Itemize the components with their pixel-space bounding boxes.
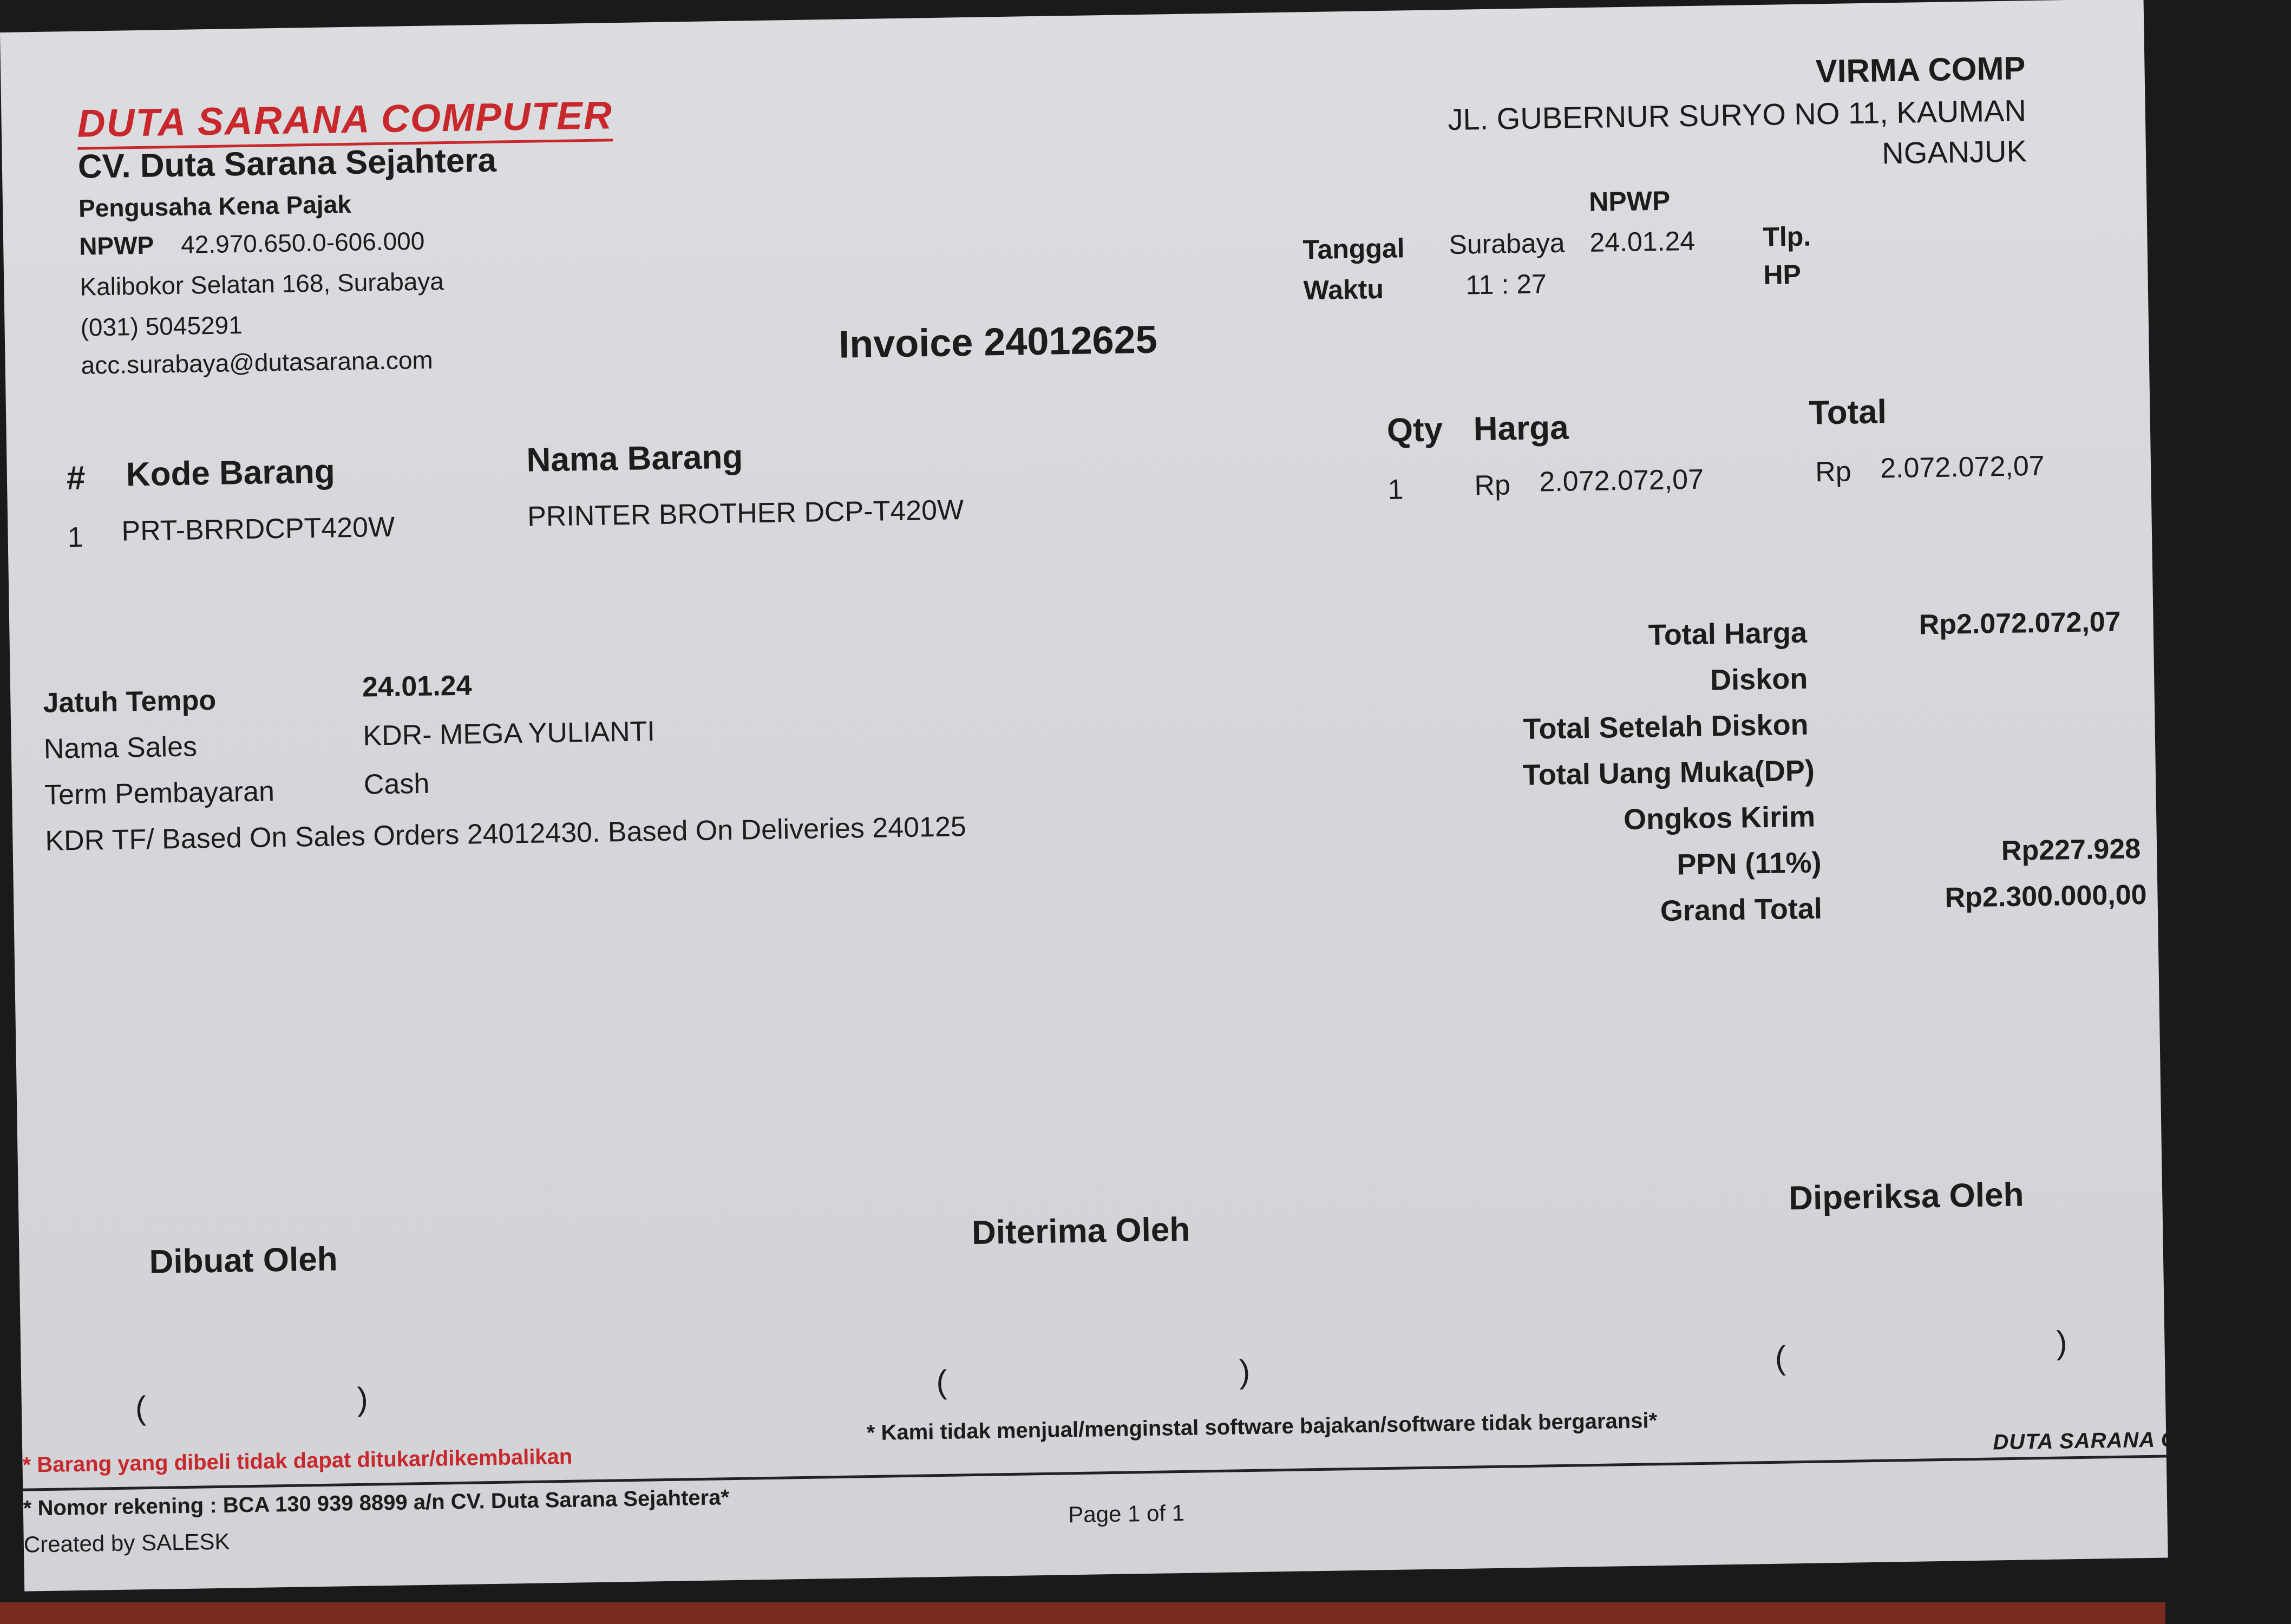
signature-dibuat-open: ( <box>135 1390 147 1426</box>
note-no-return: * Barang yang dibeli tidak dapat ditukar/dikembalikan <box>22 1444 573 1477</box>
ppn-label: PPN (11%) <box>1676 846 1822 881</box>
waktu-value: 11 : 27 <box>1465 269 1547 300</box>
col-header-total: Total <box>1808 393 1887 432</box>
total-harga-value: Rp2.072.072,07 <box>1919 606 2122 641</box>
total-harga-label: Total Harga <box>1648 616 1808 652</box>
row-price-currency: Rp <box>1474 469 1511 502</box>
row-code: PRT-BRRDCPT420W <box>121 511 395 547</box>
footer-page-number: Page 1 of 1 <box>1068 1499 1185 1528</box>
tanggal-city: Surabaya <box>1449 227 1565 260</box>
note-bank-account: * Nomor rekening : BCA 130 939 8899 a/n CV. Duta Sarana Sejahtera* <box>23 1485 730 1521</box>
seller-npwp <box>79 226 425 261</box>
tanggal-label: Tanggal <box>1302 233 1405 265</box>
tlp-label: Tlp. <box>1762 221 1811 252</box>
ppn-value: Rp227.928 <box>2001 833 2141 867</box>
jatuh-tempo-value: 24.01.24 <box>362 670 472 703</box>
seller-npwp-value: 42.970.650.0-606.000 <box>180 226 425 259</box>
signature-diperiksa-label: Diperiksa Oleh <box>1788 1176 2024 1217</box>
customer-name: VIRMA COMP <box>1815 50 2026 90</box>
diskon-label: Diskon <box>1710 662 1808 697</box>
row-num: 1 <box>67 521 84 554</box>
signature-dibuat-label: Dibuat Oleh <box>149 1240 338 1281</box>
col-header-name: Nama Barang <box>526 438 743 479</box>
signature-diperiksa-close: ) <box>2056 1324 2067 1361</box>
seller-address: Kalibokor Selatan 168, Surabaya <box>79 267 444 301</box>
ongkos-kirim-label: Ongkos Kirim <box>1623 800 1816 836</box>
customer-npwp-label: NPWP <box>1588 185 1671 217</box>
uang-muka-label: Total Uang Muka(DP) <box>1522 754 1815 791</box>
remark: KDR TF/ Based On Sales Orders 24012430. Based On Deliveries 240125 <box>45 811 967 857</box>
footer-brand: DUTA SARANA COMPUTER <box>1993 1425 2290 1455</box>
row-qty: 1 <box>1387 474 1404 506</box>
seller-npwp-label: NPWP <box>78 231 154 260</box>
seller-email: acc.surabaya@dutasarana.com <box>81 345 434 379</box>
col-header-price: Harga <box>1473 409 1569 448</box>
note-software: * Kami tidak menjual/menginstal software bajakan/software tidak bergaransi* <box>866 1409 1658 1445</box>
waktu-label: Waktu <box>1303 273 1384 306</box>
col-header-code: Kode Barang <box>126 453 336 494</box>
jatuh-tempo-label: Jatuh Tempo <box>43 684 217 719</box>
table-surface-edge <box>0 1602 2165 1624</box>
customer-address-line2: NGANJUK <box>1881 134 2027 171</box>
signature-diperiksa-open: ( <box>1775 1339 1786 1376</box>
seller-phone: (031) 5045291 <box>80 311 243 342</box>
tanggal-value: 24.01.24 <box>1589 225 1696 258</box>
seller-name: CV. Duta Sarana Sejahtera <box>77 141 497 186</box>
row-total: 2.072.072,07 <box>1880 450 2045 484</box>
seller-tax-status: Pengusaha Kena Pajak <box>78 189 352 222</box>
nama-sales-value: KDR- MEGA YULIANTI <box>363 716 656 752</box>
footer-created-by: Created by SALESK <box>23 1528 230 1557</box>
total-setelah-diskon-label: Total Setelah Diskon <box>1522 708 1809 745</box>
signature-diterima-close: ) <box>1239 1353 1251 1390</box>
row-name: PRINTER BROTHER DCP-T420W <box>527 494 964 533</box>
nama-sales-label: Nama Sales <box>43 731 198 765</box>
invoice-title: Invoice 24012625 <box>838 318 1158 366</box>
term-label: Term Pembayaran <box>44 776 275 811</box>
grand-total-value: Rp2.300.000,00 <box>1945 879 2147 914</box>
signature-diterima-open: ( <box>935 1363 947 1400</box>
row-price: 2.072.072,07 <box>1539 463 1704 498</box>
signature-dibuat-close: ) <box>357 1380 369 1417</box>
row-total-currency: Rp <box>1815 456 1852 488</box>
col-header-num: # <box>66 459 86 497</box>
seller-brand-logo: DUTA SARANA COMPUTER <box>77 93 613 150</box>
signature-diterima-label: Diterima Oleh <box>971 1210 1190 1252</box>
term-value: Cash <box>363 768 430 801</box>
hp-label: HP <box>1763 259 1802 290</box>
grand-total-label: Grand Total <box>1660 892 1823 928</box>
col-header-qty: Qty <box>1386 411 1443 449</box>
customer-address-line1: JL. GUBERNUR SURYO NO 11, KAUMAN <box>1447 93 2027 137</box>
